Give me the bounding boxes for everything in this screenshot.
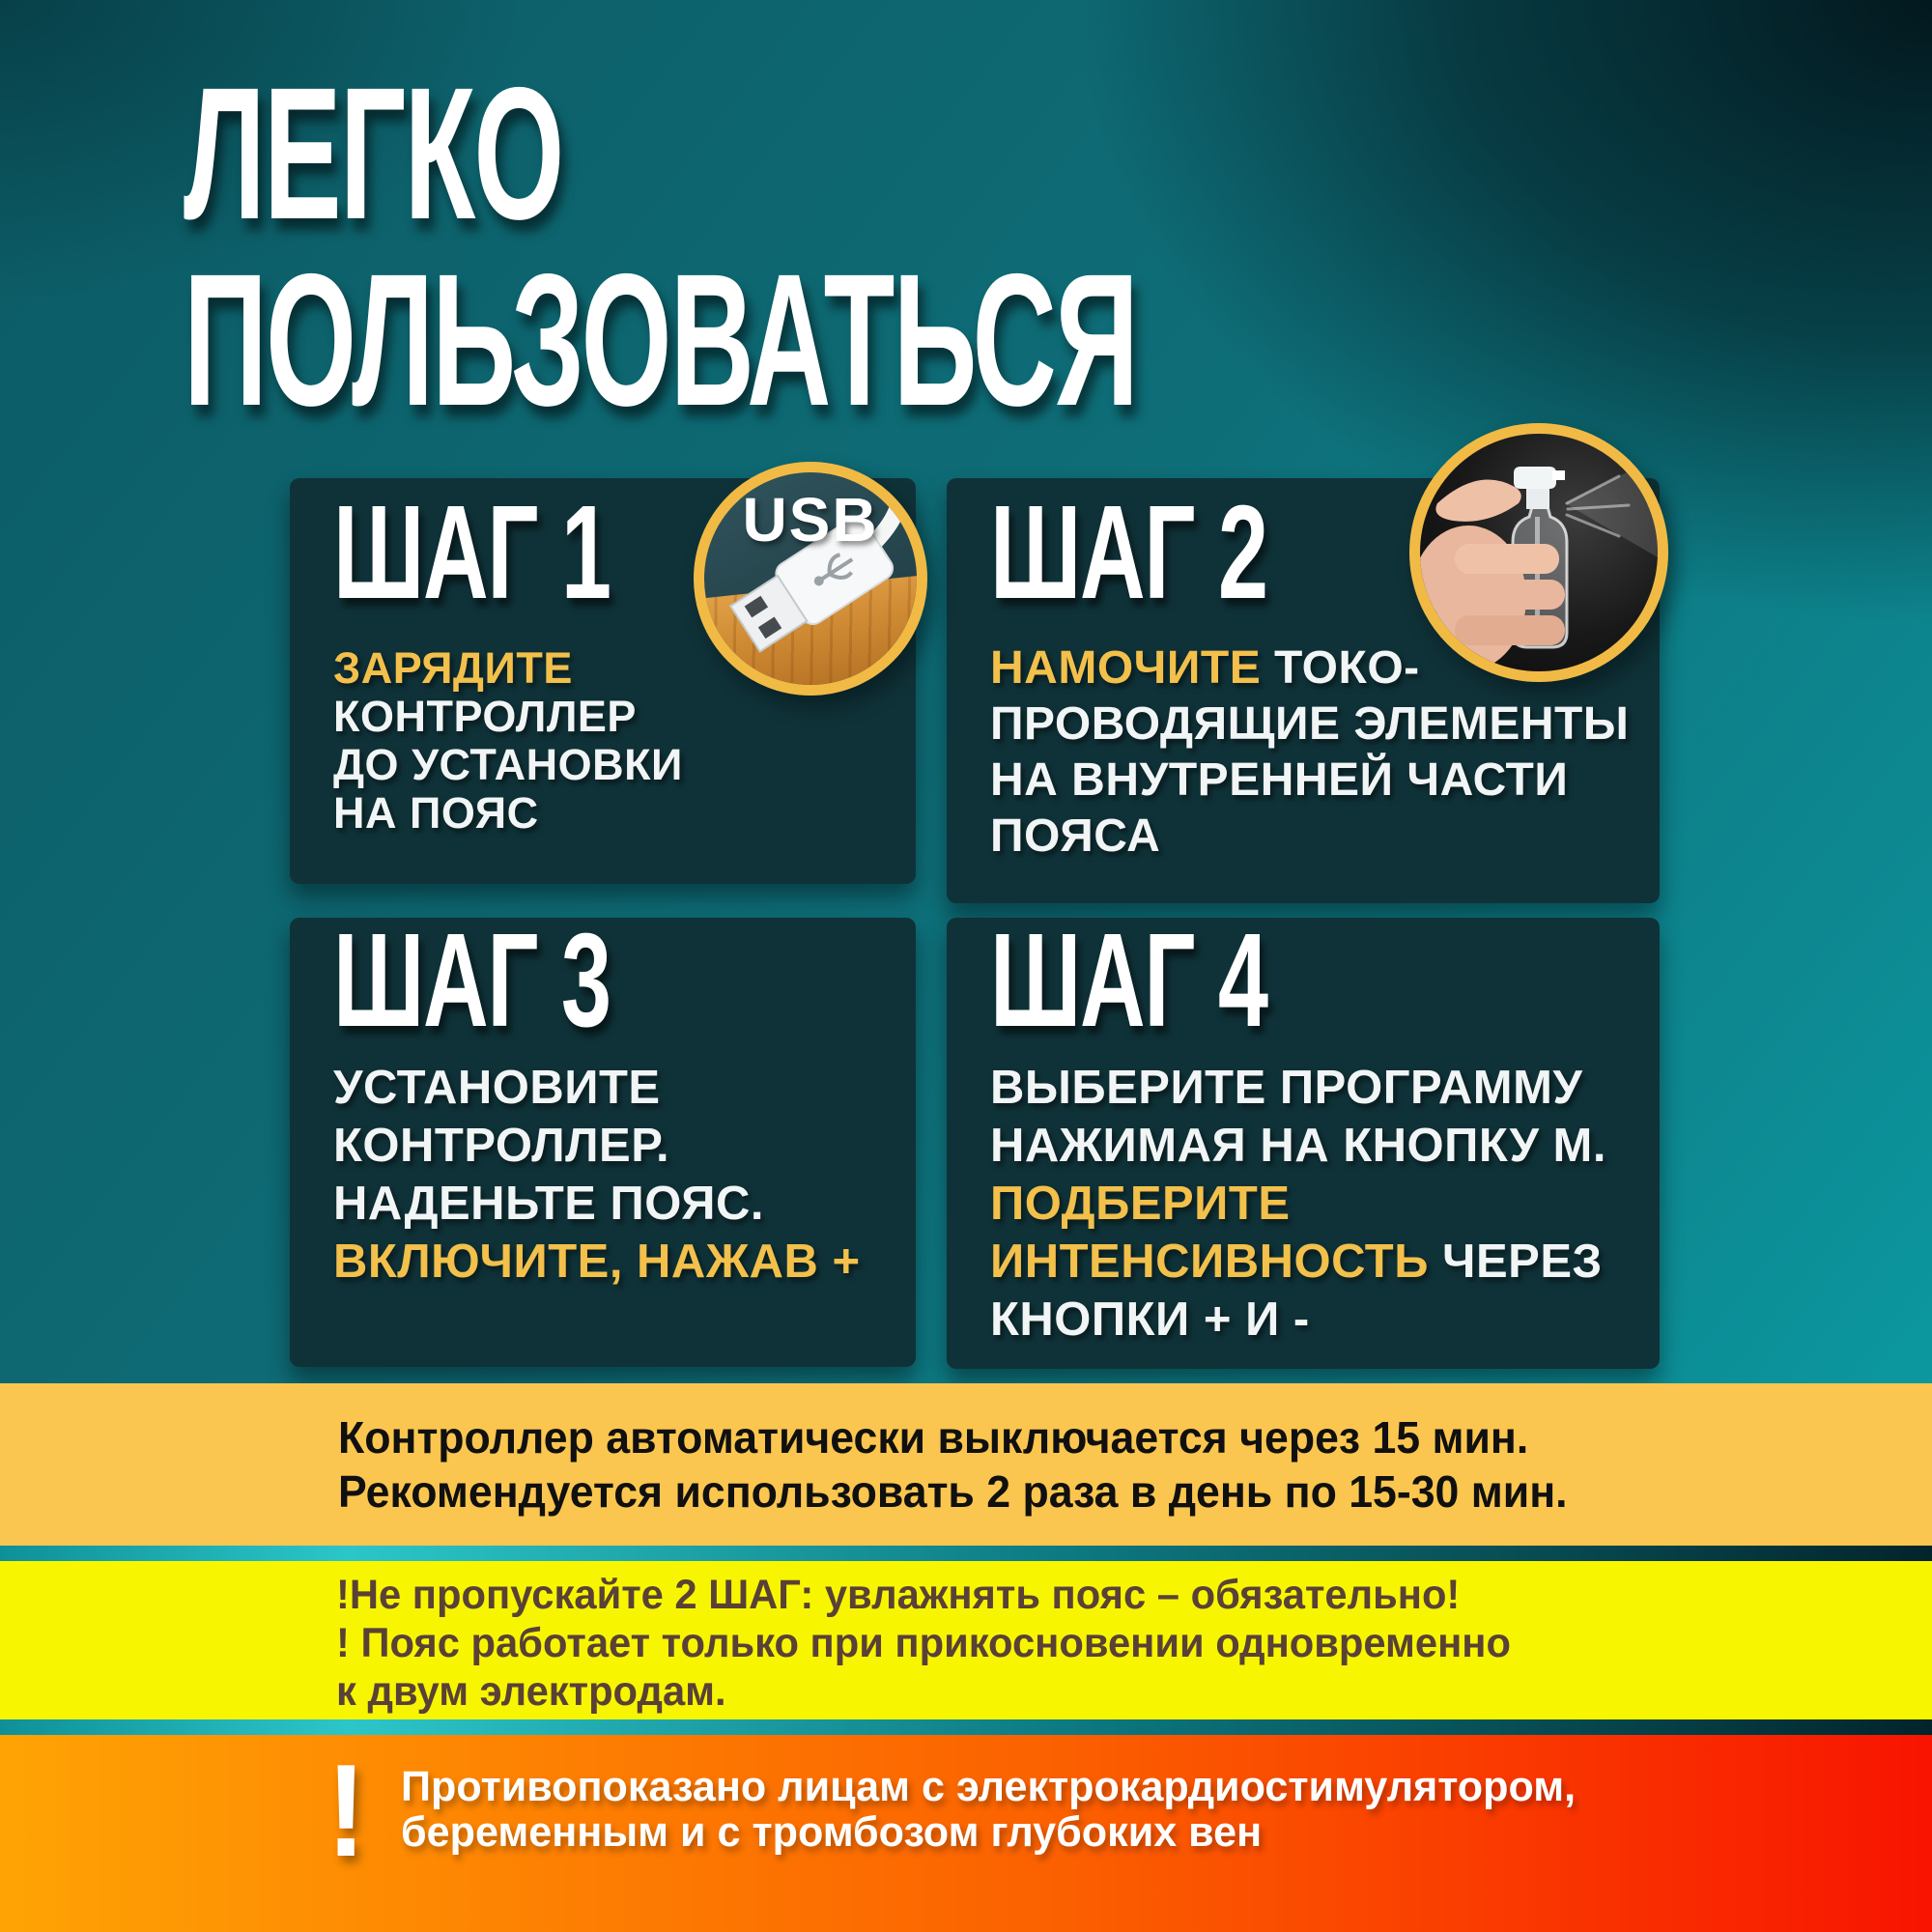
step-3-line: ВКЛЮЧИТЕ, НАЖАВ + [333, 1236, 861, 1288]
step-1-heading: ШАГ 1 [333, 478, 611, 627]
step-4-line: НАЖИМАЯ НА КНОПКУ М. [990, 1120, 1606, 1172]
step-3-line: УСТАНОВИТЕ [333, 1062, 661, 1114]
step-2-heading: ШАГ 2 [990, 478, 1267, 627]
auto-off-notice-band [0, 1383, 1932, 1546]
teal-divider-strip [0, 1546, 1932, 1561]
step-1-line: КОНТРОЛЛЕР [333, 692, 637, 741]
step-3-text [333, 1059, 861, 1291]
step-2-line: ПРОВОДЯЩИЕ ЭЛЕМЕНТЫ [990, 698, 1630, 750]
step-4-line: ПОДБЕРИТЕ [990, 1178, 1291, 1230]
warning-text: !Не пропускайте 2 ШАГ: увлажнять пояс – обязательно! ! Пояс работает только при прикосновении одновременно к двум электродам. [336, 1572, 1511, 1715]
teal-divider-strip [0, 1719, 1932, 1735]
step-3-line: НАДЕНЬТЕ ПОЯС. [333, 1178, 764, 1230]
step-4-line: КНОПКИ + И - [990, 1293, 1310, 1346]
usb-photo-badge [694, 462, 927, 696]
step-1-line: ЗАРЯДИТЕ [333, 643, 573, 693]
moisten-warning-band [0, 1561, 1932, 1719]
step-4-card [947, 906, 1660, 1369]
step-2-line: ПОЯСА [990, 810, 1161, 862]
step-4-line: ИНТЕНСИВНОСТЬ ЧЕРЕЗ [990, 1236, 1603, 1288]
spray-photo-badge [1409, 423, 1668, 682]
usb-label: USB [742, 485, 879, 554]
exclamation-icon: ! [327, 1737, 366, 1884]
step-3-heading: ШАГ 3 [333, 906, 611, 1055]
step-4-heading: ШАГ 4 [990, 906, 1267, 1055]
step-1-text [333, 644, 683, 838]
step-3-card [290, 906, 916, 1367]
contraindication-text: Противопоказано лицам с электрокардиостимулятором, беременным и с тромбозом глубоких вен [401, 1763, 1577, 1856]
page-title-line-1: ЛЕГКО [184, 48, 563, 259]
step-3-line: КОНТРОЛЛЕР. [333, 1120, 670, 1172]
step-2-line: НА ВНУТРЕННЕЙ ЧАСТИ [990, 754, 1569, 806]
page-title-line-2: ПОЛЬЗОВАТЬСЯ [184, 235, 1138, 445]
spray-bottle-icon [1420, 434, 1658, 671]
step-2-line: НАМОЧИТЕ ТОКО- [990, 642, 1420, 694]
contraindication-band [0, 1735, 1932, 1932]
step-4-text [990, 1059, 1606, 1349]
notice-text: Контроллер автоматически выключается через 15 мин. Рекомендуется использовать 2 раза в день по 15-30 мин. [338, 1412, 1568, 1517]
step-4-line: ВЫБЕРИТЕ ПРОГРАММУ [990, 1062, 1583, 1114]
step-1-line: ДО УСТАНОВКИ [333, 740, 683, 789]
step-1-line: НА ПОЯС [333, 788, 539, 838]
